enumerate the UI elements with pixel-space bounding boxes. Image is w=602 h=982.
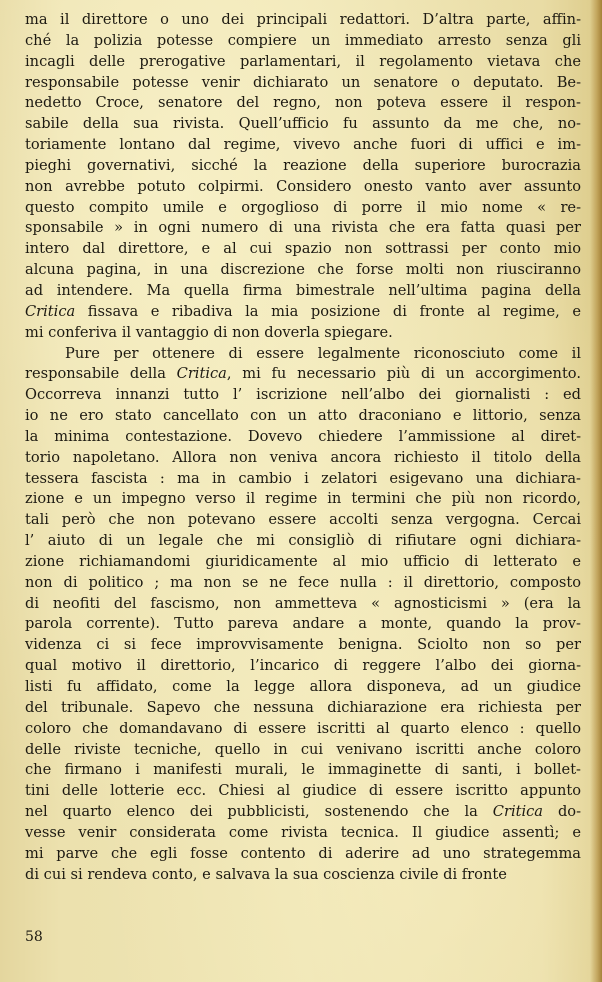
page-number: 58 xyxy=(25,929,43,945)
text-line: vesse venir considerata come rivista tecnica. Il giudice assentì; e xyxy=(25,823,581,841)
text-line: coloro che domandavano di essere iscritti al quarto elenco : quello xyxy=(25,719,581,737)
text-line: nel quarto elenco dei pubblicisti, sostenendo che la Critica do- xyxy=(25,803,582,821)
text-line: ché la polizia potesse compiere un immediato arresto senza gli xyxy=(25,31,581,49)
text-line: di cui si rendeva conto, e salvava la sua coscienza civile di fronte xyxy=(25,865,507,883)
text-line: mi conferiva il vantaggio di non doverla spiegare. xyxy=(25,323,393,341)
text-line: toriamente lontano dal regime, vivevo anche fuori di uffici e im- xyxy=(25,136,581,154)
text-line: che firmano i manifesti murali, le immaginette di santi, i bollet- xyxy=(25,761,581,779)
text-line: alcuna pagina, in una discrezione che forse molti non riusciranno xyxy=(25,261,581,279)
text-line: la minima contestazione. Dovevo chiedere l’ammissione al diret- xyxy=(25,427,581,445)
text-line: sponsabile » in ogni numero di una rivista che era fatta quasi per xyxy=(25,219,581,237)
text-line: Pure per ottenere di essere legalmente riconosciuto come il xyxy=(65,344,581,362)
text-line: delle riviste tecniche, quello in cui venivano iscritti anche coloro xyxy=(25,740,581,758)
text-line: tessera fascista : ma in cambio i zelatori esigevano una dichiara- xyxy=(25,469,581,487)
text-line: di neofiti del fascismo, non ammetteva « agnosticismi » (era la xyxy=(25,594,581,612)
text-line: io ne ero stato cancellato con un atto draconiano e littorio, senza xyxy=(25,407,581,425)
text-line: pieghi governativi, sicché la reazione della superiore burocrazia xyxy=(25,156,581,174)
text-line: zione richiamandomi giuridicamente al mio ufficio di letterato e xyxy=(25,552,581,570)
text-line: del tribunale. Sapevo che nessuna dichiarazione era richiesta per xyxy=(25,698,581,716)
text-line: torio napoletano. Allora non veniva ancora richiesto il titolo della xyxy=(25,448,581,466)
text-line: intero dal direttore, e al cui spazio non sottrassi per conto mio xyxy=(25,240,581,258)
text-line: parola corrente). Tutto pareva andare a monte, quando la prov- xyxy=(25,615,581,633)
text-line: listi fu affidato, come la legge allora disponeva, ad un giudice xyxy=(25,678,581,695)
body-text xyxy=(25,10,581,885)
text-line: non avrebbe potuto colpirmi. Considero onesto vanto aver assunto xyxy=(25,177,581,195)
page-edge-shadow xyxy=(590,0,602,982)
text-line: Occorreva innanzi tutto l’ iscrizione nell’albo dei giornalisti : ed xyxy=(25,386,581,404)
text-line: videnza ci si fece improvvisamente benigna. Sciolto non so per xyxy=(25,636,581,654)
text-line: sabile della sua rivista. Quell’ufficio fu assunto da me che, no- xyxy=(25,115,581,133)
text-line: non di politico ; ma non se ne fece nulla : il direttorio, composto xyxy=(25,573,581,591)
text-line: qual motivo il direttorio, l’incarico di reggere l’albo dei giorna- xyxy=(25,657,581,675)
text-line: tali però che non potevano essere accolti senza vergogna. Cercai xyxy=(25,511,581,529)
text-line: incagli delle prerogative parlamentari, il regolamento vietava che xyxy=(25,52,581,70)
text-line: questo compito umile e orgoglioso di porre il mio nome « re- xyxy=(25,198,581,216)
text-line: nedetto Croce, senatore del regno, non poteva essere il respon- xyxy=(25,94,581,112)
text-line: mi parve che egli fosse contento di aderire ad uno strategemma xyxy=(25,844,581,862)
text-line: Critica fissava e ribadiva la mia posizione di fronte al regime, e xyxy=(25,302,581,320)
text-line: responsabile della Critica, mi fu necessario più di un accorgimento. xyxy=(25,365,581,383)
text-line: responsabile potesse venir dichiarato un senatore o deputato. Be- xyxy=(25,73,581,91)
text-line: zione e un impegno verso il regime in termini che più non ricordo, xyxy=(25,490,581,508)
text-line: tini delle lotterie ecc. Chiesi al giudice di essere iscritto appunto xyxy=(25,782,581,800)
text-line: l’ aiuto di un legale che mi consigliò di rifiutare ogni dichiara- xyxy=(25,532,581,550)
text-line: ma il direttore o uno dei principali redattori. D’altra parte, affin- xyxy=(25,11,581,28)
text-line: ad intendere. Ma quella firma bimestrale nell’ultima pagina della xyxy=(25,281,581,299)
